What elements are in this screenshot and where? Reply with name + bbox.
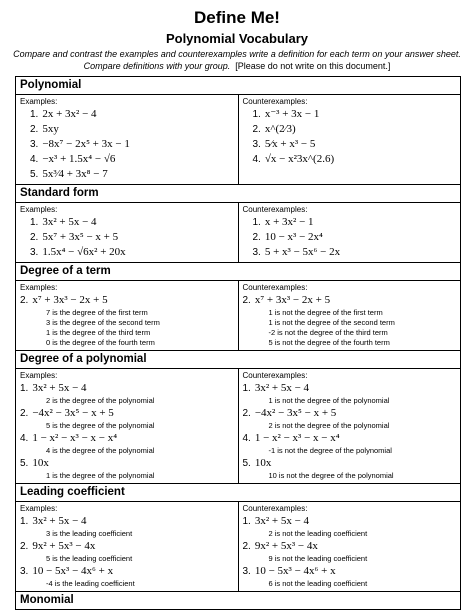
math-expression: 5x⁷ + 3x⁵ − x + 5 [42, 231, 119, 243]
counterexample-notes [243, 308, 457, 348]
instruction-line-1: Compare and contrast the examples and counterexamples write a definition for each term on your answer sheet. [13, 49, 461, 59]
math-expression: 10x [254, 457, 272, 469]
expression-item [243, 539, 457, 554]
counterexamples-cell [238, 281, 461, 351]
math-expression: 3x² + 5x − 4 [32, 515, 87, 527]
expression-item [20, 564, 234, 579]
worksheet-header [0, 0, 474, 72]
section-row-polynomial [16, 95, 461, 185]
section-heading-polynomial: Polynomial [16, 77, 461, 95]
math-expression: −8x⁷ − 2x⁵ + 3x − 1 [42, 138, 130, 150]
counterexample-list [243, 107, 457, 167]
item-note: 3 is the leading coefficient [46, 529, 133, 538]
example-list [20, 107, 234, 182]
item-number: 1. [20, 383, 29, 394]
expression-item [243, 381, 457, 396]
item-note: 2 is the degree of the polynomial [46, 396, 155, 405]
section-row-degree-term [16, 281, 461, 351]
item-note: 1 is not the degree of the polynomial [268, 396, 390, 405]
item-number: 3. [252, 139, 261, 150]
math-expression: 5 + x³ − 5x⁶ − 2x [264, 246, 341, 258]
section-row-leading-coefficient [16, 502, 461, 592]
counterexample-list [243, 514, 457, 589]
math-expression: x^(2⁄3) [264, 123, 296, 135]
example-list [20, 215, 234, 260]
examples-label: Examples: [20, 97, 58, 106]
item-number: 5. [20, 458, 29, 469]
section-row-standard-form [16, 203, 461, 263]
expression-item [243, 431, 457, 446]
counterexample-list [243, 215, 457, 260]
expression-item [20, 456, 234, 471]
section-heading-row [16, 484, 461, 502]
item-number: 4. [20, 433, 29, 444]
item-number: 3. [30, 139, 39, 150]
expression-item [243, 107, 457, 122]
expression-item [20, 107, 234, 122]
math-expression: 10 − x³ − 2x⁴ [264, 231, 323, 243]
math-expression: 9x² + 5x³ − 4x [32, 540, 96, 552]
math-expression: −x³ + 1.5x⁴ − √6 [42, 153, 116, 165]
math-expression: 3x² + 5x − 4 [42, 216, 97, 228]
counterexamples-label: Counterexamples: [242, 283, 308, 292]
item-number: 2. [242, 408, 251, 419]
item-number: 2. [252, 124, 261, 135]
expression-item [20, 152, 234, 167]
term-degree-note: -2 is not the degree of the third term [268, 328, 388, 337]
example-list [20, 381, 234, 481]
examples-label: Examples: [20, 504, 58, 513]
item-number: 2. [242, 541, 251, 552]
counterexamples-cell [238, 203, 461, 263]
term-degree-note: 7 is the degree of the first term [46, 308, 148, 317]
example-list [20, 514, 234, 589]
item-number: 4. [242, 433, 251, 444]
expression-item [20, 245, 234, 260]
vocabulary-table [15, 76, 461, 610]
expression-item [20, 215, 234, 230]
section-heading-degree-polynomial: Degree of a polynomial [16, 351, 461, 369]
counterexample-list [243, 381, 457, 481]
section-heading-row [16, 185, 461, 203]
expression-item [20, 122, 234, 137]
term-degree-note: 5 is not the degree of the fourth term [268, 338, 390, 347]
math-expression: √x − x²3x^(2.6) [264, 153, 335, 165]
item-number: 2. [20, 541, 29, 552]
examples-label: Examples: [20, 205, 58, 214]
item-note: -1 is not the degree of the polynomial [268, 446, 392, 455]
examples-cell [16, 203, 239, 263]
math-expression: 1.5x⁴ − √6x² + 20x [42, 246, 126, 258]
term-degree-note: 3 is the degree of the second term [46, 318, 160, 327]
counterexamples-label: Counterexamples: [242, 97, 308, 106]
counterexamples-label: Counterexamples: [242, 205, 308, 214]
examples-label: Examples: [20, 283, 58, 292]
counterexample-expression: 2. x⁷ + 3x³ − 2x + 5 [242, 294, 331, 306]
example-expression: 2. x⁷ + 3x³ − 2x + 5 [20, 294, 108, 306]
item-number: 3. [242, 566, 251, 577]
math-expression: 3x² + 5x − 4 [254, 515, 310, 527]
item-number: 2. [30, 124, 39, 135]
counterexamples-cell [238, 502, 461, 592]
expression-item [20, 167, 234, 182]
examples-cell [16, 95, 239, 185]
expression-item [243, 406, 457, 421]
item-number: 2. [20, 408, 29, 419]
section-heading-row [16, 351, 461, 369]
item-note: 10 is not the degree of the polynomial [268, 471, 394, 480]
examples-cell [16, 502, 239, 592]
section-heading-standard-form: Standard form [16, 185, 461, 203]
counterexamples-cell [238, 369, 461, 484]
item-number: 2. [252, 232, 261, 243]
item-note: 5 is the leading coefficient [46, 554, 133, 563]
item-number: 5. [242, 458, 251, 469]
math-expression: −4x² − 3x⁵ − x + 5 [254, 407, 337, 419]
item-note: 6 is not the leading coefficient [268, 579, 368, 588]
math-expression: 10 − 5x³ − 4x⁶ + x [254, 565, 336, 577]
counterexamples-label: Counterexamples: [242, 504, 308, 513]
term-degree-note: 1 is the degree of the third term [46, 328, 151, 337]
math-expression: 2x + 3x² − 4 [42, 108, 97, 120]
item-number: 1. [252, 109, 261, 120]
expression-item [20, 137, 234, 152]
item-note: -4 is the leading coefficient [46, 579, 135, 588]
section-heading-leading-coefficient: Leading coefficient [16, 484, 461, 502]
item-number: 3. [252, 247, 261, 258]
term-degree-note: 1 is not the degree of the first term [268, 308, 383, 317]
section-heading-degree-term: Degree of a term [16, 263, 461, 281]
example-notes [20, 308, 234, 348]
expression-item [243, 564, 457, 579]
math-expression: x + 3x² − 1 [264, 216, 314, 228]
expression-item [20, 230, 234, 245]
expression-item [20, 431, 234, 446]
math-expression: 5xy [42, 123, 59, 135]
item-note: 2 is not the leading coefficient [268, 529, 368, 538]
item-note: 4 is the degree of the polynomial [46, 446, 155, 455]
item-number: 3. [30, 247, 39, 258]
section-heading-monomial: Monomial [16, 592, 461, 610]
expression-item [20, 539, 234, 554]
expression-item [20, 514, 234, 529]
expression-item [243, 456, 457, 471]
expression-item [20, 381, 234, 396]
math-expression: 3x² + 5x − 4 [32, 382, 87, 394]
math-expression: 9x² + 5x³ − 4x [254, 540, 318, 552]
math-expression: 1 − x² − x³ − x − x⁴ [32, 432, 118, 444]
item-number: 2. [30, 232, 39, 243]
item-number: 4. [30, 154, 39, 165]
item-number: 3. [20, 566, 29, 577]
item-number: 1. [242, 383, 251, 394]
math-expression: 1 − x² − x³ − x − x⁴ [254, 432, 340, 444]
item-note: 1 is the degree of the polynomial [46, 471, 155, 480]
section-heading-row [16, 263, 461, 281]
item-number: 1. [30, 109, 39, 120]
examples-label: Examples: [20, 371, 58, 380]
expression-item [243, 152, 457, 167]
item-number: 1. [242, 516, 251, 527]
expression-item [243, 514, 457, 529]
expression-item [243, 245, 457, 260]
page-title: Define Me! [194, 8, 280, 27]
expression-item [243, 137, 457, 152]
section-heading-row [16, 77, 461, 95]
item-number: 5. [30, 169, 39, 180]
instruction-line-2: Compare definitions with your group. [Please do not write on this document.] [83, 61, 391, 71]
math-expression: 5⁄x + x³ − 5 [264, 138, 316, 150]
item-number: 1. [30, 217, 39, 228]
expression-item [243, 122, 457, 137]
item-note: 9 is not the leading coefficient [268, 554, 368, 563]
expression-item [243, 215, 457, 230]
math-expression: 10x [32, 457, 49, 469]
section-row-degree-polynomial [16, 369, 461, 484]
item-note: 2 is not the degree of the polynomial [268, 421, 390, 430]
section-heading-row [16, 592, 461, 610]
expression-item [20, 406, 234, 421]
term-degree-note: 1 is not the degree of the second term [268, 318, 395, 327]
counterexamples-cell [238, 95, 461, 185]
item-number: 4. [252, 154, 261, 165]
math-expression: 3x² + 5x − 4 [254, 382, 310, 394]
term-degree-note: 0 is the degree of the fourth term [46, 338, 155, 347]
item-number: 1. [252, 217, 261, 228]
math-expression: x⁻³ + 3x − 1 [264, 108, 320, 120]
math-expression: −4x² − 3x⁵ − x + 5 [32, 407, 114, 419]
math-expression: 5x³⁄4 + 3x⁸ − 7 [42, 168, 108, 180]
examples-cell [16, 369, 239, 484]
item-number: 1. [20, 516, 29, 527]
examples-cell [16, 281, 239, 351]
page-subtitle: Polynomial Vocabulary [165, 31, 309, 46]
math-expression: 10 − 5x³ − 4x⁶ + x [32, 565, 114, 577]
expression-item [243, 230, 457, 245]
counterexamples-label: Counterexamples: [242, 371, 308, 380]
item-note: 5 is the degree of the polynomial [46, 421, 155, 430]
